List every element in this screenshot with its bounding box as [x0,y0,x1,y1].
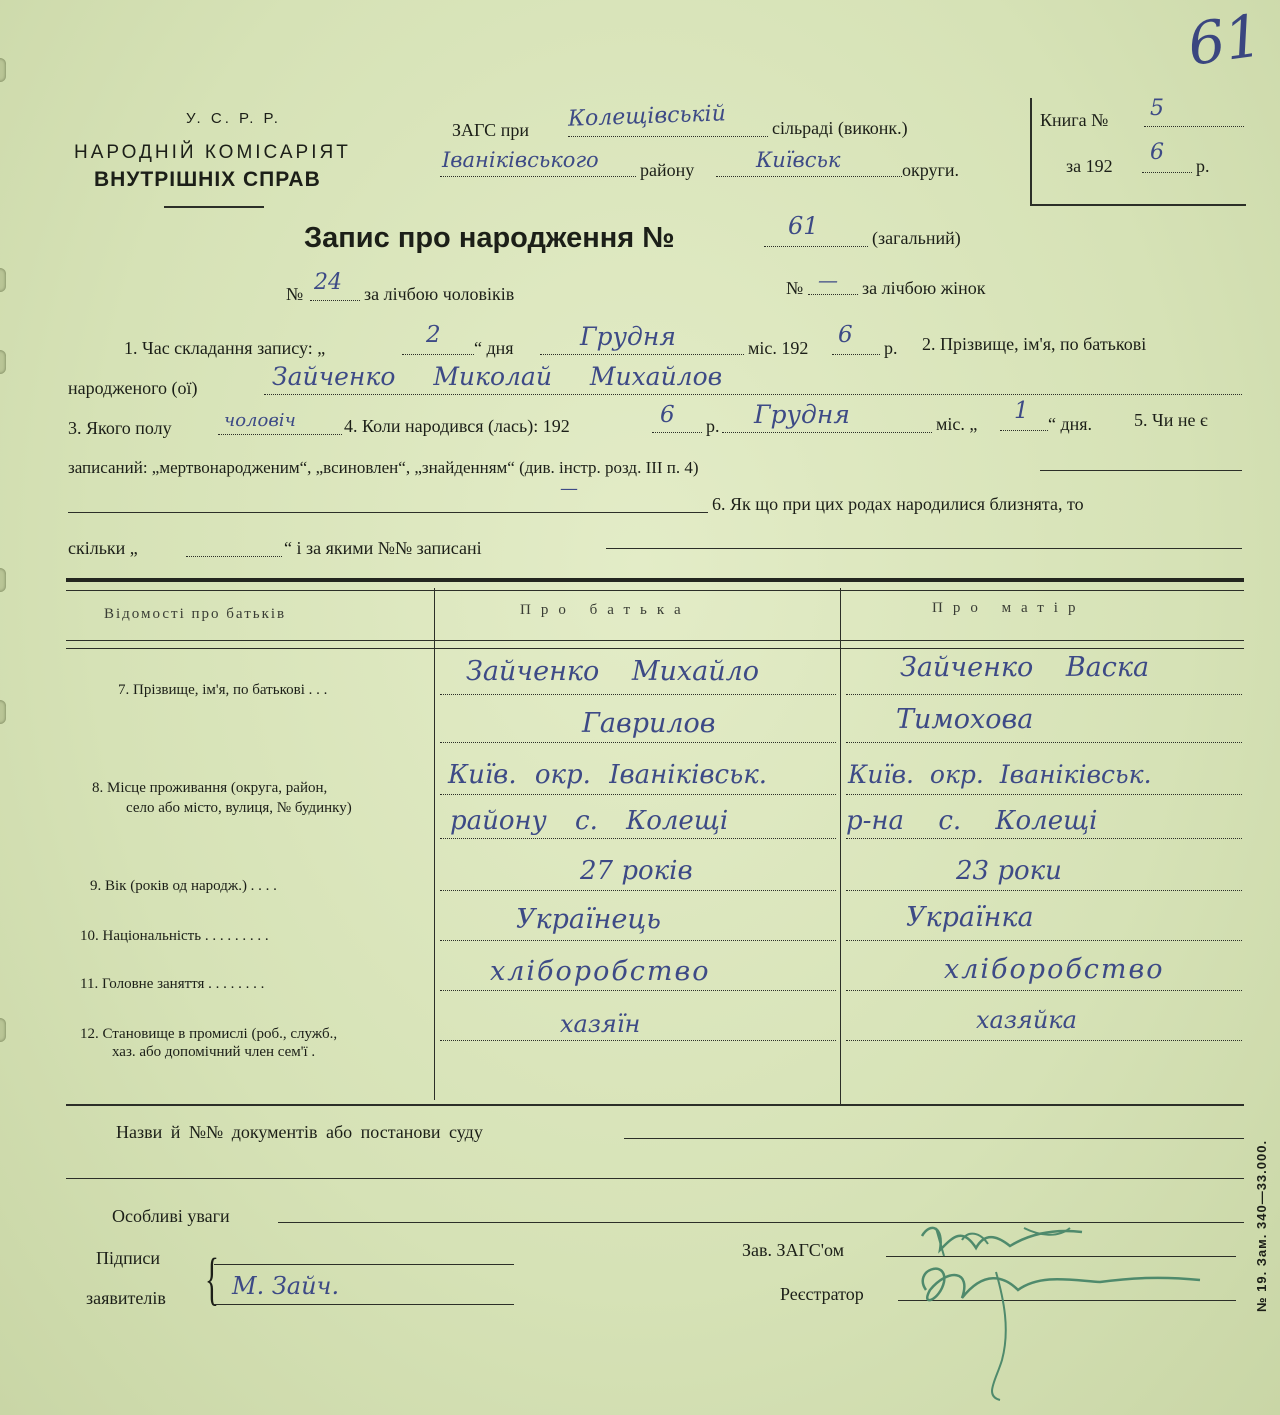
field4-day-suffix: “ дня. [1048,414,1093,434]
record-number: 61 [788,212,819,240]
field4-month: Грудня [754,400,850,429]
village-council-label: сільраді (виконк.) [772,118,908,138]
row8-label-2: село або місто, вулиця, № будинку) [126,800,352,816]
men-count-prefix: № [286,284,304,304]
mother-residence-1: Київ. окр. Іваніківськ. [848,760,1152,789]
mother-age: 23 роки [956,856,1062,886]
district-value: Іваніківського [442,148,599,172]
father-nationality: Українець [516,904,661,935]
women-count-prefix: № [786,278,804,298]
field2-label: 2. Прізвище, ім'я, по батькові [922,334,1147,354]
corner-number: 61 [1183,1,1267,79]
book-year-label: за 192 [1066,156,1113,176]
zags-head-label: Зав. ЗАГС'ом [742,1240,844,1260]
signatures-brace: { [204,1246,219,1311]
father-patronymic: Гаврилов [582,708,716,739]
field1-month: Грудня [580,322,676,351]
book-year-suffix: р. [1196,156,1210,176]
field2-value: Зайченко Миколай Михайлов [272,362,723,391]
row8-label-1: 8. Місце проживання (округа, район, [92,780,328,796]
men-count-label: за лічбою чоловіків [364,284,515,304]
field4-year-suffix: р. [706,416,720,436]
field6-label: 6. Як що при цих родах народилися близнята, то [712,494,1084,514]
mother-occupation: хліборобство [944,954,1165,985]
okruha-value: Київськ [756,148,841,172]
commissariat-line2: ВНУТРІШНІХ СПРАВ [94,168,321,191]
women-count-label: за лічбою жінок [862,278,986,298]
registrar-label: Реєстратор [780,1284,864,1304]
signatures-label-1: Підписи [96,1248,161,1268]
field1-month-suffix: міс. 192 [748,338,809,358]
field3-label: 3. Якого полу [68,418,172,438]
signatures-label-2: заявителів [86,1288,166,1308]
field1-day-suffix: “ дня [474,338,514,358]
okruha-label: округи. [902,160,960,180]
field6-label-cont-a: скільки „ [68,538,138,558]
mother-nationality: Українка [906,902,1034,933]
field1-day: 2 [426,322,441,348]
row10-label: 10. Національність . . . . . . . . . [80,928,269,944]
row12-label-2: хаз. або допомічний член сем'ї . [112,1044,316,1060]
record-title: Запис про народження № [304,222,675,254]
men-count-number: 24 [314,270,342,295]
father-status: хазяїн [560,1010,641,1038]
row9-label: 9. Вік (років од народж.) . . . . [90,878,277,894]
remarks-label: Особливі уваги [112,1206,230,1226]
field5-label-cont: записаний: „мертвонародженим“, „всиновлен“, „знайденням“ (див. інстр. розд. III п. 4) [68,458,699,477]
village-council-value: Колещівській [567,101,727,132]
field1-year-digit: 6 [838,322,853,348]
mother-status: хазяйка [976,1006,1077,1034]
field2-label-cont: народженого (ої) [68,378,198,398]
father-age: 27 років [580,856,693,886]
table-header-info: Відомості про батьків [104,606,287,622]
father-name: Зайченко Михайло [466,656,760,687]
documents-label: Назви й №№ документів або постанови суду [116,1122,483,1142]
table-header-father: Про батька [520,602,691,618]
field1-year-suffix: р. [884,338,898,358]
field4-year-digit: 6 [660,402,675,428]
women-count-number: — [818,268,838,292]
row12-label-1: 12. Становище в промислі (роб., служб., [80,1026,338,1042]
field4-month-suffix: міс. „ [936,414,978,434]
district-label: району [640,160,695,180]
father-residence-2: району с. Колещі [450,806,729,836]
applicant-signature: М. Зайч. [232,1272,340,1300]
field6-label-cont-b: “ і за якими №№ записані [284,538,482,558]
record-number-suffix: (загальний) [872,228,961,248]
row7-label: 7. Прізвище, ім'я, по батькові . . . [118,682,328,698]
print-info: № 19. Зам. 340—33.000. [1254,1139,1269,1312]
mother-patronymic: Тимохова [896,704,1034,735]
field4-day: 1 [1014,398,1029,424]
field4-label: 4. Коли народився (лась): 192 [344,416,570,436]
field1-label: 1. Час складання запису: „ [124,338,326,358]
table-header-mother: Про матір [932,600,1086,616]
mother-residence-2: р-на с. Колещі [846,806,1098,836]
book-number: 5 [1150,96,1164,121]
book-label: Книга № [1040,110,1109,130]
field5-value: — [560,478,578,499]
father-residence-1: Київ. окр. Іваніківськ. [448,760,768,790]
field3-value: чоловіч [224,410,296,431]
field5-label: 5. Чи не є [1134,410,1208,430]
mother-name: Зайченко Васка [900,652,1150,683]
zags-prefix: ЗАГС при [452,120,529,140]
father-occupation: хліборобство [490,956,711,987]
republic-label: У. С. Р. Р. [186,110,281,127]
row11-label: 11. Головне заняття . . . . . . . . [80,976,265,992]
book-year-digit: 6 [1150,140,1164,165]
commissariat-line1: НАРОДНІЙ КОМІСАРІЯТ [74,142,351,163]
